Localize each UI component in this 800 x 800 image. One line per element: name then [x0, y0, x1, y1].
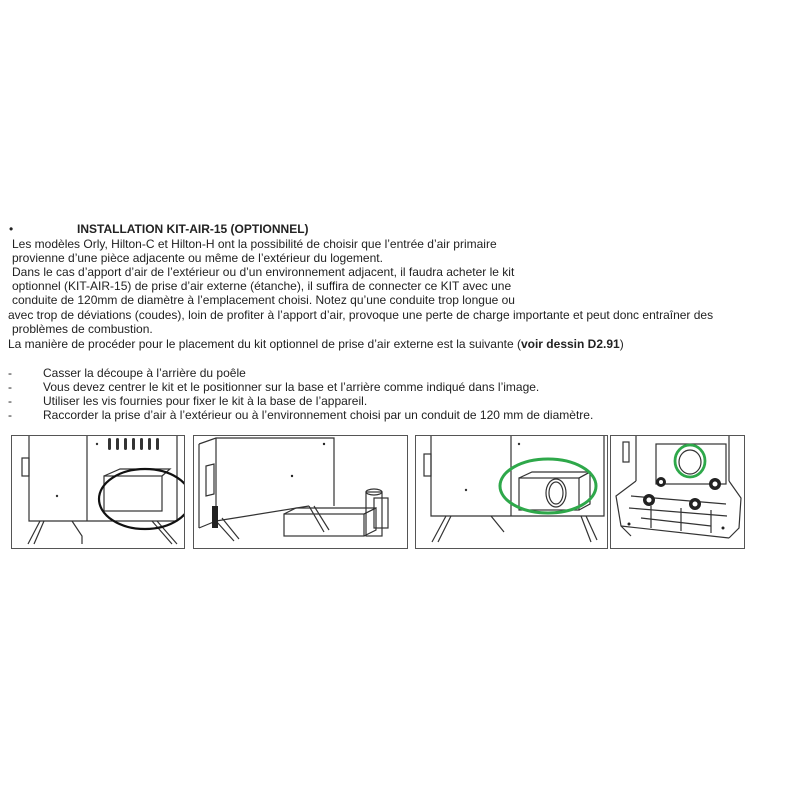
paragraph-line: provienne d’une pièce adjacente ou même de l’extérieur du logement.: [12, 251, 383, 265]
drawing-reference: voir dessin D2.91: [520, 337, 620, 351]
paragraph-line: optionnel (KIT-AIR-15) de prise d’air externe (étanche), il suffira de connecter ce KIT avec une: [12, 279, 512, 293]
paragraph-last-prefix: La manière de procéder pour le placement du kit optionnel de prise d’air externe est la suivante (: [8, 337, 521, 351]
paragraph-line: conduite de 120mm de diamètre à l’emplacement choisi. Notez qu’une conduite trop longue ou: [12, 293, 515, 307]
step-marker: -: [8, 408, 12, 422]
kit-placement-drawing: [194, 436, 407, 548]
screws-drawing: [611, 436, 744, 548]
step-marker: -: [8, 394, 12, 408]
section-title: INSTALLATION KIT-AIR-15 (OPTIONNEL): [77, 222, 309, 236]
bullet-marker: •: [9, 222, 14, 236]
step-marker: -: [8, 380, 12, 394]
paragraph-line: Les modèles Orly, Hilton-C et Hilton-H ont la possibilité de choisir que l’entrée d’air primaire: [12, 237, 497, 251]
step-marker: -: [8, 366, 12, 380]
figure-step-3: [415, 435, 608, 549]
paragraph-last-suffix: ): [619, 337, 624, 351]
figure-step-2: [193, 435, 408, 549]
paragraph-line: problèmes de combustion.: [12, 322, 153, 336]
kit-installed-drawing: [416, 436, 607, 548]
figure-step-1: [11, 435, 185, 549]
step-item: Casser la découpe à l’arrière du poêle: [43, 366, 246, 380]
step-item: Raccorder la prise d’air à l’extérieur ou à l’environnement choisi par un conduit de 120 mm de diamètre.: [43, 408, 594, 422]
step-item: Vous devez centrer le kit et le positionner sur la base et l’arrière comme indiqué dans l’image.: [43, 380, 540, 394]
paragraph-last-line: [8, 337, 624, 351]
figure-step-4: [610, 435, 745, 549]
stove-cutout-drawing: [12, 436, 184, 548]
paragraph-line: Dans le cas d’apport d’air de l’extérieur ou d’un environnement adjacent, il faudra acheter le kit: [12, 265, 515, 279]
step-item: Utiliser les vis fournies pour fixer le kit à la base de l’appareil.: [43, 394, 368, 408]
paragraph-line: avec trop de déviations (coudes), loin de profiter à l’apport d’air, provoque une perte de charge importante et peut donc entraîner des: [8, 308, 714, 322]
